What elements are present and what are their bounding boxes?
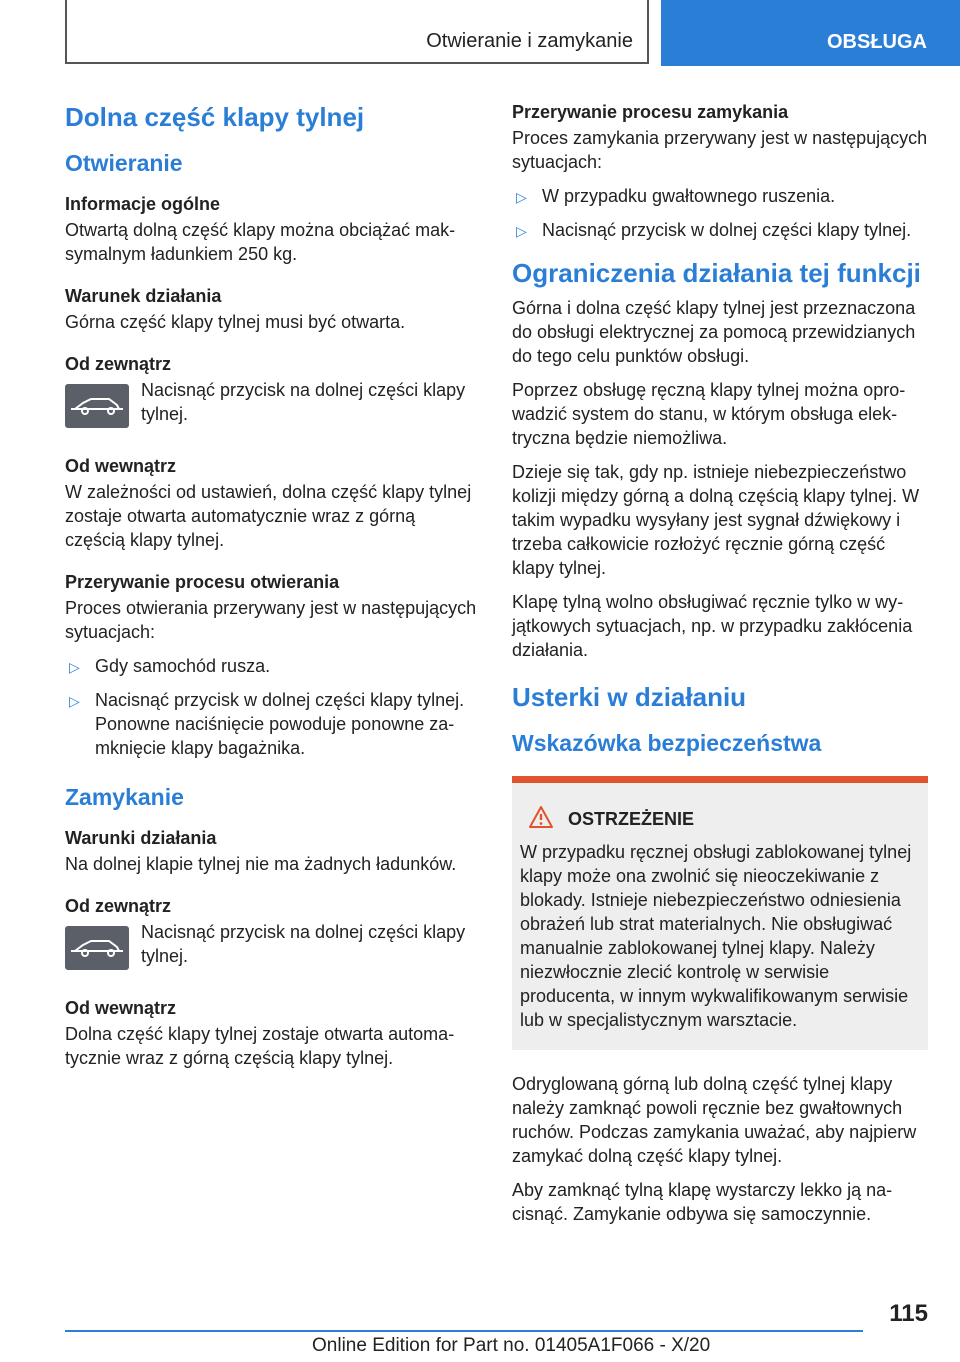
list-item: ▷ W przypadku gwałtownego ruszenia. xyxy=(512,184,928,208)
header-section-tab[interactable] xyxy=(661,0,960,66)
triangle-bullet-icon: ▷ xyxy=(516,223,527,239)
section-heading: Dolna część klapy tylnej xyxy=(65,102,365,132)
text-close-condition: Na dolnej klapie tylnej nie ma żadnych ładunków. xyxy=(65,854,457,874)
subsection-heading-closing: Zamykanie xyxy=(65,784,184,810)
heading-limits: Ograniczenia działania tej funkcji xyxy=(512,258,921,288)
list-item: ▷ Nacisnąć przycisk w dolnej części klapy tylnej. Ponowne naciśnięcie powoduje ponowne zamknięcie klapy bagażnika. xyxy=(69,690,465,758)
text-interrupt-open: Proces otwierania przerywany jest w następujących sytuacjach: xyxy=(65,598,477,642)
heading-interrupt-open: Przerywanie procesu otwierania xyxy=(65,572,340,592)
outside-close-instruction xyxy=(65,920,480,970)
heading-close-condition: Warunki działania xyxy=(65,828,217,848)
tailgate-button-icon xyxy=(65,384,129,428)
warning-title: OSTRZEŻENIE xyxy=(568,809,695,829)
heading-outside-close: Od zewnątrz xyxy=(65,896,172,916)
text-outside-open: Nacisnąć przycisk na dolnej części klapy tylnej. xyxy=(141,380,466,424)
text-inside-open: W zależności od ustawień, dolna część klapy tylnej zostaje otwarta automatycznie wraz z górną częścią klapy tylnej. xyxy=(65,482,472,550)
heading-interrupt-close: Przerywanie procesu zamykania xyxy=(512,102,789,122)
triangle-bullet-icon: ▷ xyxy=(516,189,527,205)
right-column xyxy=(512,100,928,1244)
heading-inside-close: Od wewnątrz xyxy=(65,998,177,1018)
left-column xyxy=(65,100,480,1088)
triangle-bullet-icon: ▷ xyxy=(69,693,80,709)
text-after-warning-1: Odryglowaną górną lub dolną część tylnej klapy należy zamknąć powoli ręcznie bez gwałtownych ruchów. Podczas zamykania uważać, aby najpierw zamykać dolną część klapy tylnej. xyxy=(512,1074,917,1166)
tailgate-button-icon xyxy=(65,926,129,970)
text-general-info: Otwartą dolną część klapy można obciążać maksymalnym ładunkiem 250 kg. xyxy=(65,220,456,264)
page-number: 115 xyxy=(889,1300,928,1327)
warning-header xyxy=(528,805,920,834)
heading-safety-note: Wskazówka bezpieczeństwa xyxy=(512,730,822,756)
text-outside-close: Nacisnąć przycisk na dolnej części klapy tylnej. xyxy=(141,922,466,966)
warning-triangle-icon xyxy=(528,805,554,834)
text-limits-4: Klapę tylną wolno obsługiwać ręcznie tylko w wyjątkowych sytuacjach, np. w przypadku zakłócenia działania. xyxy=(512,592,913,660)
heading-general-info: Informacje ogólne xyxy=(65,194,221,214)
text-condition: Górna część klapy tylnej musi być otwarta. xyxy=(65,312,406,332)
text-limits-1: Górna i dolna część klapy tylnej jest przeznaczona do obsługi elektrycznej za pomocą przewidzianych do tego celu punktów obsługi. xyxy=(512,298,916,366)
triangle-bullet-icon: ▷ xyxy=(69,659,80,675)
text-limits-2: Poprzez obsługę ręczną klapy tylnej można oprowadzić system do stanu, w którym obsługa elektryczna będzie niemożliwa. xyxy=(512,380,906,448)
heading-condition: Warunek działania xyxy=(65,286,222,306)
header-title: Otwieranie i zamykanie xyxy=(426,30,633,52)
interrupt-close-list xyxy=(512,184,928,242)
header-section-label: OBSŁUGA xyxy=(827,31,927,53)
warning-text: W przypadku ręcznej obsługi zablokowanej tylnej klapy może ona zwolnić się nieoczekiwanie z blokady. Istnieje niebezpieczeństwo odniesienia obrażeń lub strat materialnych. Nie obsługiwać manualnie zablokowanej tylnej klapy. Należy niezwłocznie zlecić kontrolę w serwisie producenta, w innym wykwalifikowanym serwisie lub w specjalistycznym warsztacie. xyxy=(520,842,912,1030)
text-interrupt-close: Proces zamykania przerywany jest w następujących sytuacjach: xyxy=(512,128,928,172)
outside-open-instruction xyxy=(65,378,480,428)
warning-box xyxy=(512,776,928,1050)
heading-inside-open: Od wewnątrz xyxy=(65,456,177,476)
text-limits-3: Dzieje się tak, gdy np. istnieje niebezpieczeństwo kolizji między górną a dolną częścią klapy tylnej. W takim wypadku wysyłany jest sygnał dźwiękowy i trzeba całkowicie rozłożyć ręcznie górną część klapy tylnej. xyxy=(512,462,920,578)
list-item: ▷ Nacisnąć przycisk w dolnej części klapy tylnej. xyxy=(512,218,928,242)
footer-divider xyxy=(65,1330,863,1332)
footer-edition: Online Edition for Part no. 01405A1F066 - X/20 xyxy=(312,1335,711,1356)
heading-faults: Usterki w działaniu xyxy=(512,682,747,712)
text-after-warning-2: Aby zamknąć tylną klapę wystarczy lekko ją nacisnąć. Zamykanie odbywa się samoczynnie. xyxy=(512,1180,893,1224)
heading-outside-open: Od zewnątrz xyxy=(65,354,172,374)
text-inside-close: Dolna część klapy tylnej zostaje otwarta automatycznie wraz z górną częścią klapy tylnej. xyxy=(65,1024,455,1068)
header-title-box xyxy=(65,0,649,64)
subsection-heading-opening: Otwieranie xyxy=(65,150,183,176)
interrupt-open-list xyxy=(65,654,480,760)
list-item: ▷ Gdy samochód rusza. xyxy=(65,654,480,678)
